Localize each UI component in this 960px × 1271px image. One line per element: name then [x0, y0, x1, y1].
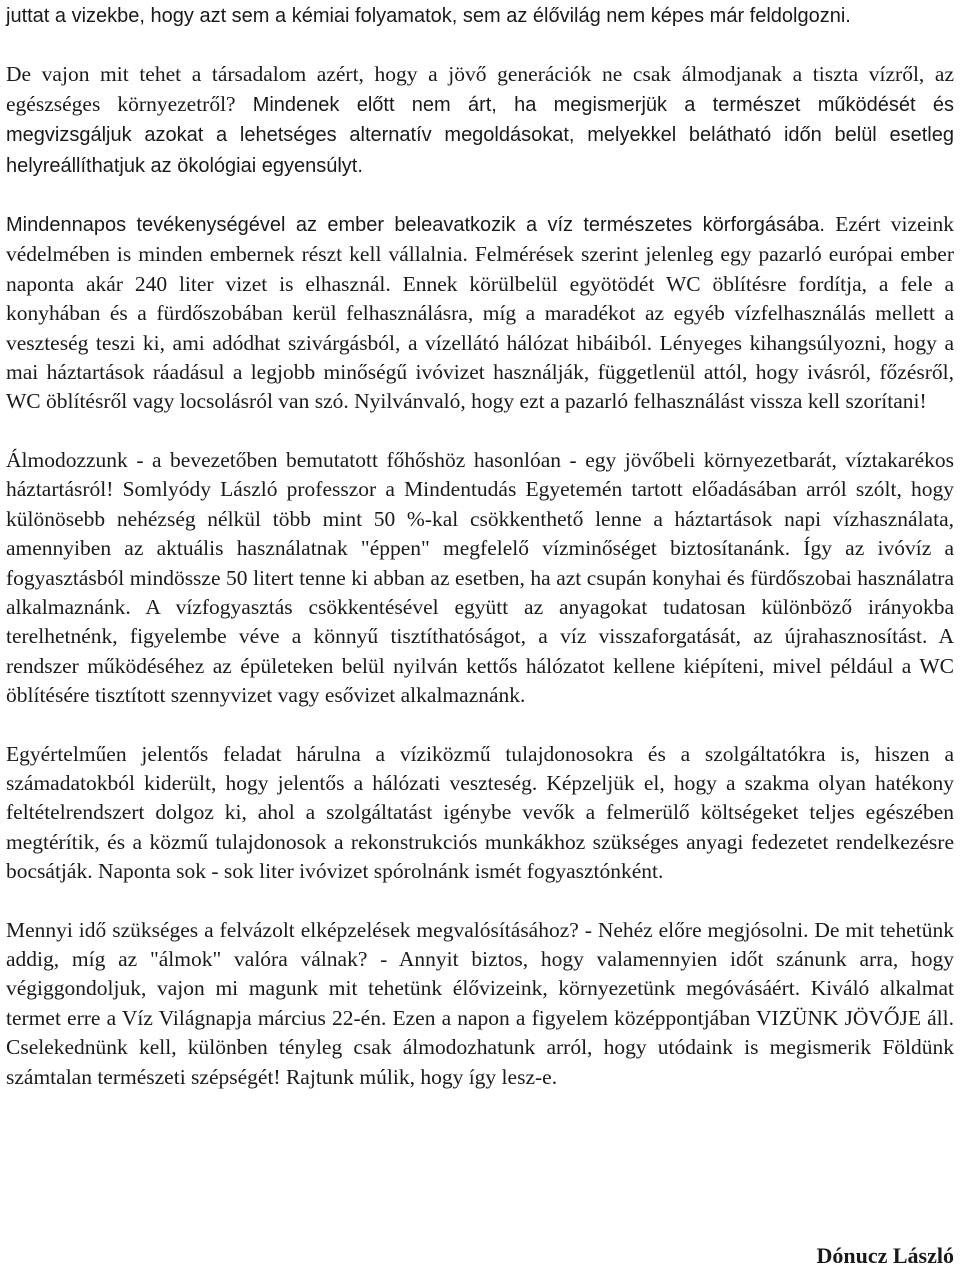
paragraph-6: Mennyi idő szükséges a felvázolt elképzelések megvalósításához? - Nehéz előre megjósolni. De mit tehetünk addig, míg az "álmok" valóra válnak? - Annyit biztos, hogy valamennyien időt szánunk arra, hogy végiggondoljuk, vajon mi magunk mit tehetünk élővizeink, környezetünk megóvásáért. Kiváló alkalmat termet erre a Víz Világnapja március 22-én. Ezen a napon a figyelem középpontjában VIZÜNK JÖVŐJE áll. Cselekednünk kell, különben tényleg csak álmodozhatunk arról, hogy utódaink is megismerik Földünk számtalan természeti szépségét! Rajtunk múlik, hogy így lesz-e. — [6, 917, 954, 1089]
paragraph-5: Egyértelműen jelentős feladat hárulna a víziközmű tulajdonosokra és a szolgáltatókra is, hiszen a számadatokból kiderült, hogy jelentős a hálózati veszteség. Képzeljük el, hogy a szakma olyan hatékony feltételrendszert dolgoz ki, ahol a szolgáltatást igénybe vevők a felmerülő költségeket teljes egészében megtérítik, és a közmű tulajdonosok a rekonstrukciós munkákhoz szükséges anyagi fedezetet rendelkezésre bocsátják. Naponta sok - sok liter ivóvizet spórolnánk ismét fogyasztónként. — [6, 741, 954, 884]
paragraph-2-serif-part: De vajon mit tehet a társadalom azért, hogy a jövő generációk ne csak álmodjanak a tiszta vízről, az egészséges környezetről? — [6, 62, 954, 116]
paragraph-1: juttat a vizekbe, hogy azt sem a kémiai folyamatok, sem az élővilág nem képes már feldolgozni. — [6, 5, 851, 27]
paragraph-3 — [6, 210, 954, 417]
paragraph-2-sans-part: Mindenek előtt nem árt, ha megismerjük a természet működését és megvizsgáljuk azokat a lehetséges alternatív megoldásokat, melyekkel belátható időn belül esetleg helyreállíthatjuk az ökológiai egyensúlyt. — [6, 93, 954, 177]
document-body — [6, 2, 954, 1092]
paragraph-3-serif-part: Ezért vizeink védelmében is minden embernek részt kell vállalnia. Felmérések szerint jelenleg egy pazarló európai ember naponta akár 240 liter vizet is elhasznál. Ennek körülbelül egyötödét WC öblítésre fordítja, a fele a konyhában és a fürdőszobában kerül felhasználásra, míg a maradékot az egyéb vízfelhasználás mellett a veszteség teszi ki, ami adódhat szivárgásból, a vízellátó hálózat hibáiból. Lényeges kihangsúlyozni, hogy a mai háztartások ráadásul a legjobb minőségű ivóvizet használják, függetlenül attól, hogy ivásról, főzésről, WC öblítésről vagy locsolásról van szó. Nyilvánvaló, hogy ezt a pazarló felhasználást vissza kell szorítani! — [6, 212, 955, 414]
paragraph-2 — [6, 60, 954, 181]
paragraph-3-sans-part: Mindennapos tevékenységével az ember beleavatkozik a víz természetes körforgásába. — [6, 214, 825, 237]
paragraph-4: Álmodozzunk - a bevezetőben bemutatott főhőshöz hasonlóan - egy jövőbeli környezetbarát, víztakarékos háztartásról! Somlyódy László professzor a Mindentudás Egyetemén tartott előadásában arról szólt, hogy különösebb nehézség nélkül több mint 50 %-kal csökkenthető lenne a háztartások napi vízhasználata, amennyiben az aktuális használatnak "éppen" megfelelő vízminőséget biztosítanánk. Így az ivóvíz a fogyasztásból mindössze 50 litert tenne ki abban az esetben, ha azt csupán konyhai és fürdőszobai használatra alkalmaznánk. A vízfogyasztás csökkentésével együtt az anyagokat tudatosan különböző irányokba terelhetnénk, figyelembe véve a könnyű tisztíthatóságot, a víz visszaforgatását, az újrahasznosítást. A rendszer működéséhez az épületeken belül nyilván kettős hálózatot kellene kiépíteni, mivel például a WC öblítésére tisztított szennyvizet vagy esővizet alkalmaznánk. — [6, 447, 954, 708]
author-signature: Dónucz László — [816, 1243, 954, 1268]
